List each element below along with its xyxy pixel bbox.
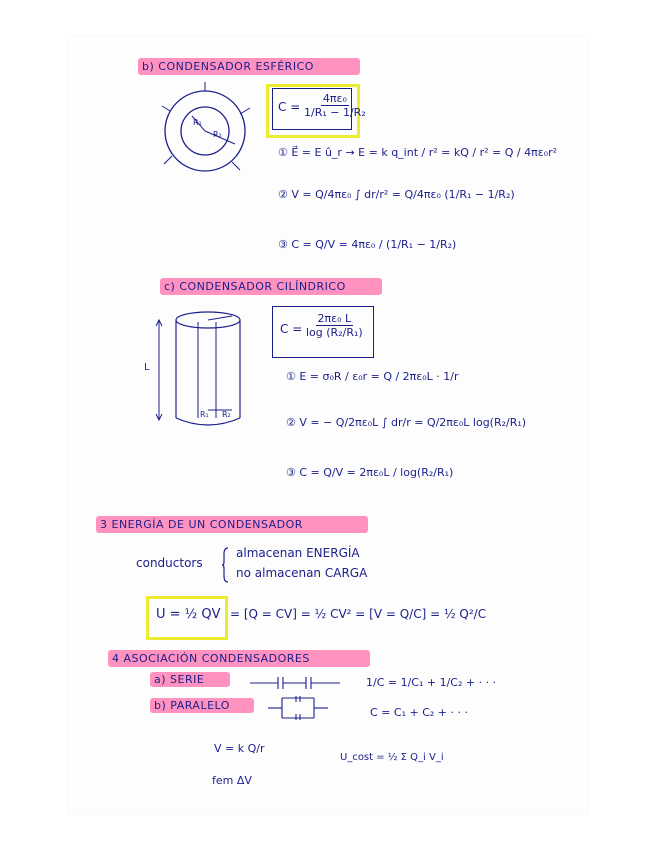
cylindrical-formula-num: 2πε₀ L xyxy=(317,312,352,325)
cylindrical-formula-c: C = xyxy=(280,322,303,336)
cylindrical-formula-den: log (R₂/R₁) xyxy=(306,326,363,339)
spherical-heading: b) CONDENSADOR ESFÉRICO xyxy=(142,60,314,73)
series-circuit-icon xyxy=(250,676,340,690)
note-energy-const: U_cost = ½ Σ Q_i V_i xyxy=(340,752,444,763)
cylindrical-heading: c) CONDENSADOR CILÍNDRICO xyxy=(164,280,346,293)
series-label: a) SERIE xyxy=(154,673,205,686)
energy-line1: almacenan ENERGÍA xyxy=(236,546,360,560)
energy-line2: no almacenan CARGA xyxy=(236,566,368,580)
spherical-formula-num: 4πε₀ xyxy=(322,92,347,105)
sphere-diagram xyxy=(160,86,250,176)
spherical-step1: ① E⃗ = E û_r → E = k q_int / r² = kQ / r² = Q / 4πε₀r² xyxy=(278,146,557,159)
sphere-label-r2: R₂ xyxy=(213,130,222,139)
cylindrical-step1: ① E = σ₀R / ε₀r = Q / 2πε₀L · 1/r xyxy=(286,370,459,383)
parallel-label: b) PARALELO xyxy=(154,699,230,712)
energy-formula-rest: = [Q = CV] = ½ CV² = [V = Q/C] = ½ Q²/C xyxy=(230,607,487,621)
energy-heading: 3 ENERGÍA DE UN CONDENSADOR xyxy=(100,518,303,531)
spherical-step2: ② V = Q/4πε₀ ∫ dr/r² = Q/4πε₀ (1/R₁ − 1/R₂) xyxy=(278,188,515,201)
series-formula: 1/C = 1/C₁ + 1/C₂ + · · · xyxy=(366,676,497,689)
note-fem: fem ΔV xyxy=(212,774,252,787)
brace xyxy=(222,548,230,582)
cylindrical-step2: ② V = − Q/2πε₀L ∫ dr/r = Q/2πε₀L log(R₂/R₁) xyxy=(286,416,527,429)
length-arrow xyxy=(156,320,162,420)
energy-conductors: conductors xyxy=(136,556,203,570)
association-heading: 4 ASOCIACIÓN CONDENSADORES xyxy=(112,652,310,665)
energy-formula-boxed: U = ½ QV xyxy=(156,607,221,622)
cylindrical-step3: ③ C = Q/V = 2πε₀L / log(R₂/R₁) xyxy=(286,466,454,479)
cylinder-label-r2: R₂ xyxy=(222,410,231,419)
cylinder-label-l: L xyxy=(144,362,150,373)
parallel-circuit-icon xyxy=(268,696,328,720)
spherical-formula-fraction xyxy=(302,92,368,119)
cylindrical-formula-fraction xyxy=(304,312,365,339)
note-potential: V = k Q/r xyxy=(214,742,265,755)
spherical-formula-c: C = xyxy=(278,100,301,114)
spherical-step3: ③ C = Q/V = 4πε₀ / (1/R₁ − 1/R₂) xyxy=(278,238,457,251)
sphere-label-r1: R₁ xyxy=(193,118,202,127)
cylinder-diagram xyxy=(172,310,262,430)
cylinder-label-r1: R₁ xyxy=(200,410,209,419)
parallel-formula: C = C₁ + C₂ + · · · xyxy=(370,706,468,719)
spherical-formula-den: 1/R₁ − 1/R₂ xyxy=(304,106,366,119)
